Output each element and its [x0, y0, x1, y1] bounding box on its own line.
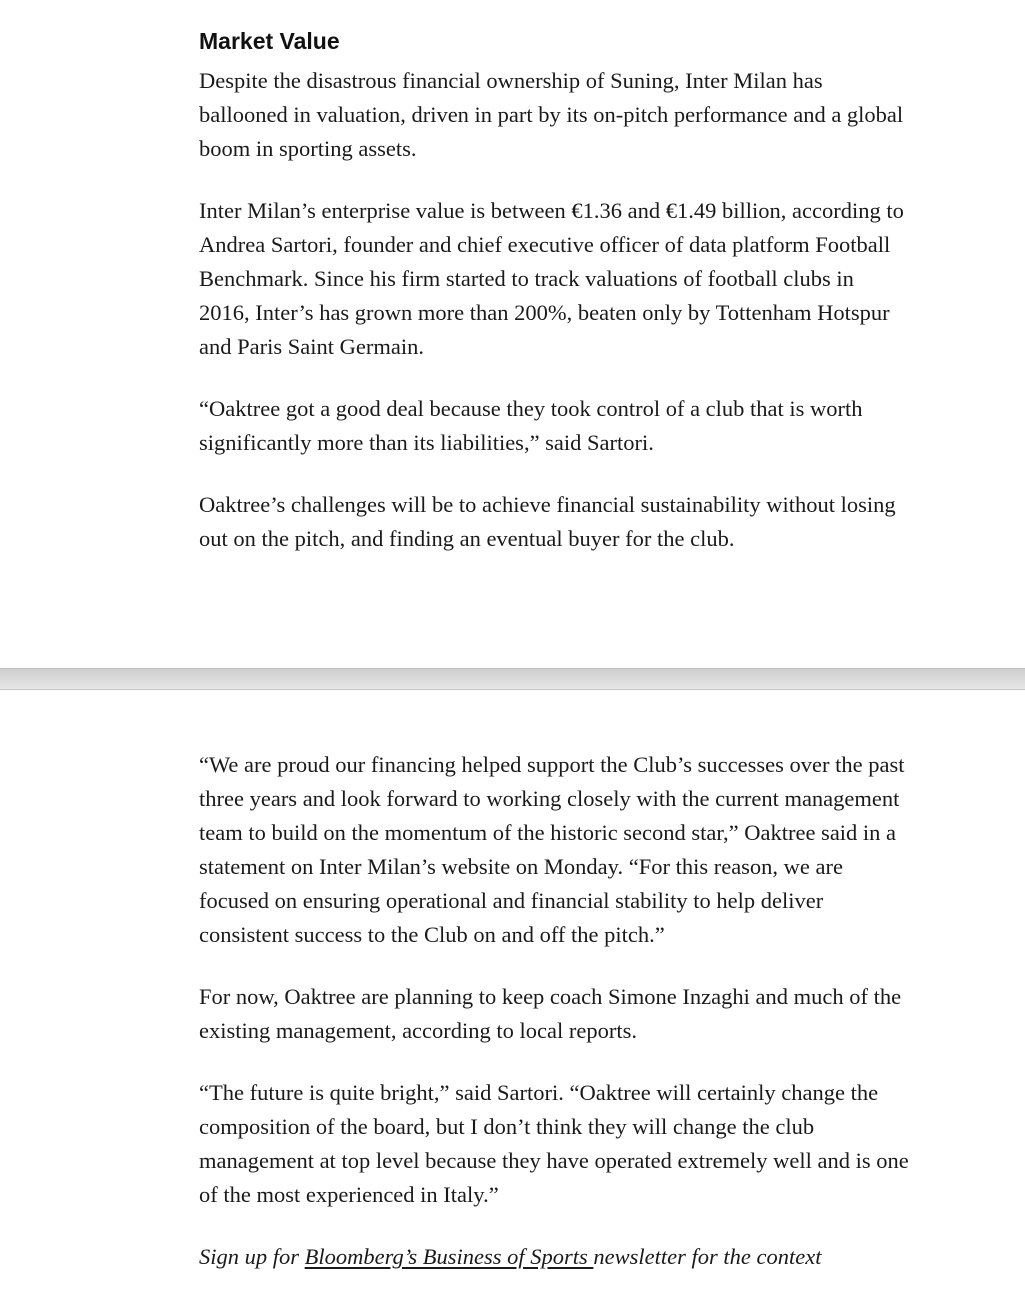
paragraph: For now, Oaktree are planning to keep coach Simone Inzaghi and much of the existing management, according to local reports. [199, 984, 902, 1043]
article-column [199, 748, 909, 1274]
article-column [199, 26, 909, 584]
page-separator [0, 668, 1025, 690]
signup-suffix: newsletter for the context [593, 1244, 822, 1269]
section-heading: Market Value [199, 28, 340, 54]
paragraph: “Oaktree got a good deal because they took control of a club that is worth significantly more than its liabilities,” said Sartori. [199, 396, 863, 455]
document-page-2 [0, 690, 1025, 1305]
newsletter-signup [199, 1240, 909, 1274]
paragraph: Inter Milan’s enterprise value is between €1.36 and €1.49 billion, according to Andrea Sartori, founder and chief executive officer of data platform Football Benchmark. Since his firm started to track valuations of football clubs in 2016, Inter’s has grown more than 200%, beaten only by Tottenham Hotspur and Paris Saint Germain. [199, 198, 904, 359]
paragraph: Despite the disastrous financial ownership of Suning, Inter Milan has ballooned in valuation, driven in part by its on-pitch performance and a global boom in sporting assets. [199, 68, 904, 161]
paragraph: “We are proud our financing helped support the Club’s successes over the past three years and look forward to working closely with the current management team to build on the momentum of the historic second star,” Oaktree said in a statement on Inter Milan’s website on Monday. “For this reason, we are focused on ensuring operational and financial stability to help deliver consistent success to the Club on and off the pitch.” [199, 752, 905, 947]
signup-prefix: Sign up for [199, 1244, 305, 1269]
paragraph: “The future is quite bright,” said Sartori. “Oaktree will certainly change the composition of the board, but I don’t think they will change the club management at top level because they have operated extremely well and is one of the most experienced in Italy.” [199, 1080, 909, 1207]
newsletter-link[interactable]: Bloomberg’s Business of Sports [304, 1244, 594, 1269]
paragraph: Oaktree’s challenges will be to achieve financial sustainability without losing out on the pitch, and finding an eventual buyer for the club. [199, 492, 896, 551]
